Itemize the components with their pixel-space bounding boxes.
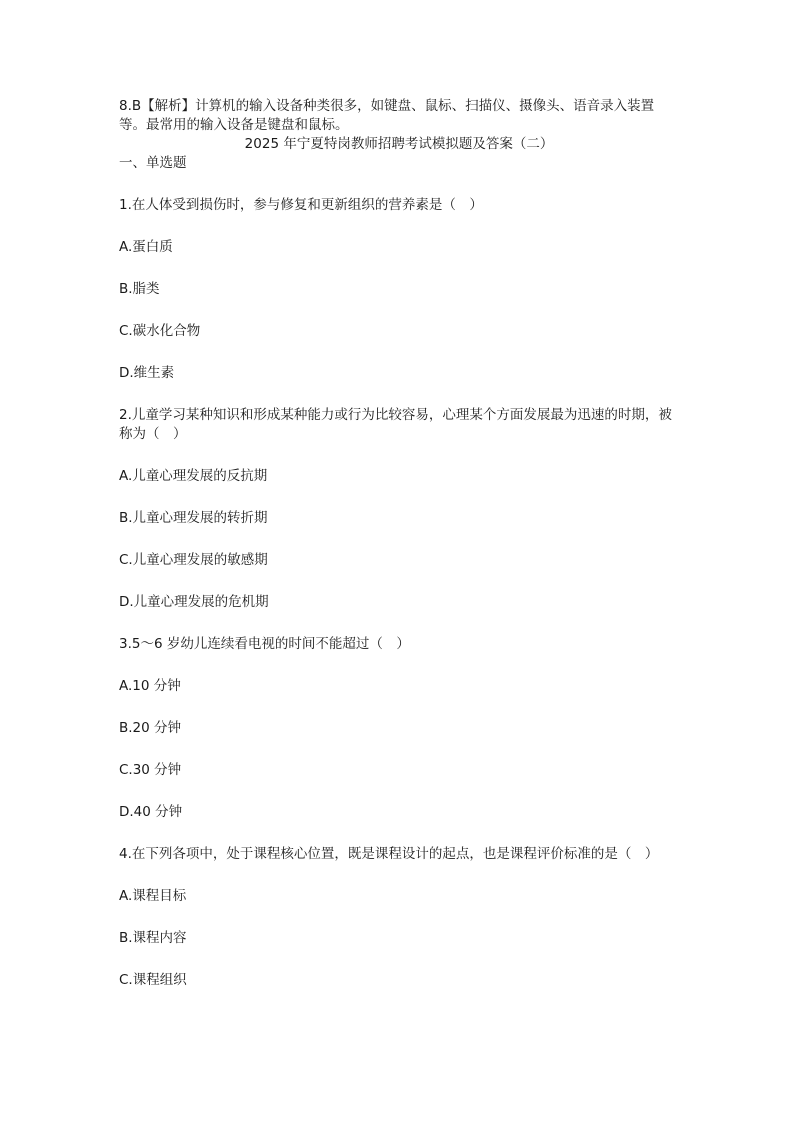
question-2-option-d: D.儿童心理发展的危机期 bbox=[119, 594, 269, 610]
exam-title: 2025 年宁夏特岗教师招聘考试模拟题及答案（二） bbox=[244, 136, 554, 152]
question-4-option-a: A.课程目标 bbox=[119, 888, 187, 904]
question-4-stem: 4.在下列各项中，处于课程核心位置，既是课程设计的起点，也是课程评价标准的是（ ） bbox=[119, 846, 659, 862]
previous-answer-explanation: 8.B【解析】计算机的输入设备种类很多，如键盘、鼠标、扫描仪、摄像头、语音录入装置等。最常用的输入设备是键盘和鼠标。 bbox=[119, 98, 655, 133]
question-2-option-b: B.儿童心理发展的转折期 bbox=[119, 510, 268, 526]
question-1-option-a: A.蛋白质 bbox=[119, 239, 173, 255]
question-2-option-a: A.儿童心理发展的反抗期 bbox=[119, 468, 268, 484]
question-1-option-c: C.碳水化合物 bbox=[119, 323, 201, 339]
question-1-option-b: B.脂类 bbox=[119, 281, 160, 297]
question-3-option-b: B.20 分钟 bbox=[119, 720, 182, 736]
document-body bbox=[119, 97, 679, 990]
question-3-option-d: D.40 分钟 bbox=[119, 804, 183, 820]
question-3-option-c: C.30 分钟 bbox=[119, 762, 182, 778]
question-3-option-a: A.10 分钟 bbox=[119, 678, 181, 694]
section-heading: 一、单选题 bbox=[119, 155, 187, 171]
question-4-option-c: C.课程组织 bbox=[119, 972, 187, 988]
question-2-stem: 2.儿童学习某种知识和形成某种能力或行为比较容易，心理某个方面发展最为迅速的时期，被称为（ ） bbox=[119, 407, 672, 442]
question-1-option-d: D.维生素 bbox=[119, 365, 175, 381]
question-4-option-b: B.课程内容 bbox=[119, 930, 187, 946]
question-2-option-c: C.儿童心理发展的敏感期 bbox=[119, 552, 268, 568]
question-3-stem: 3.5～6 岁幼儿连续看电视的时间不能超过（ ） bbox=[119, 636, 410, 652]
question-1-stem: 1.在人体受到损伤时，参与修复和更新组织的营养素是（ ） bbox=[119, 197, 483, 213]
